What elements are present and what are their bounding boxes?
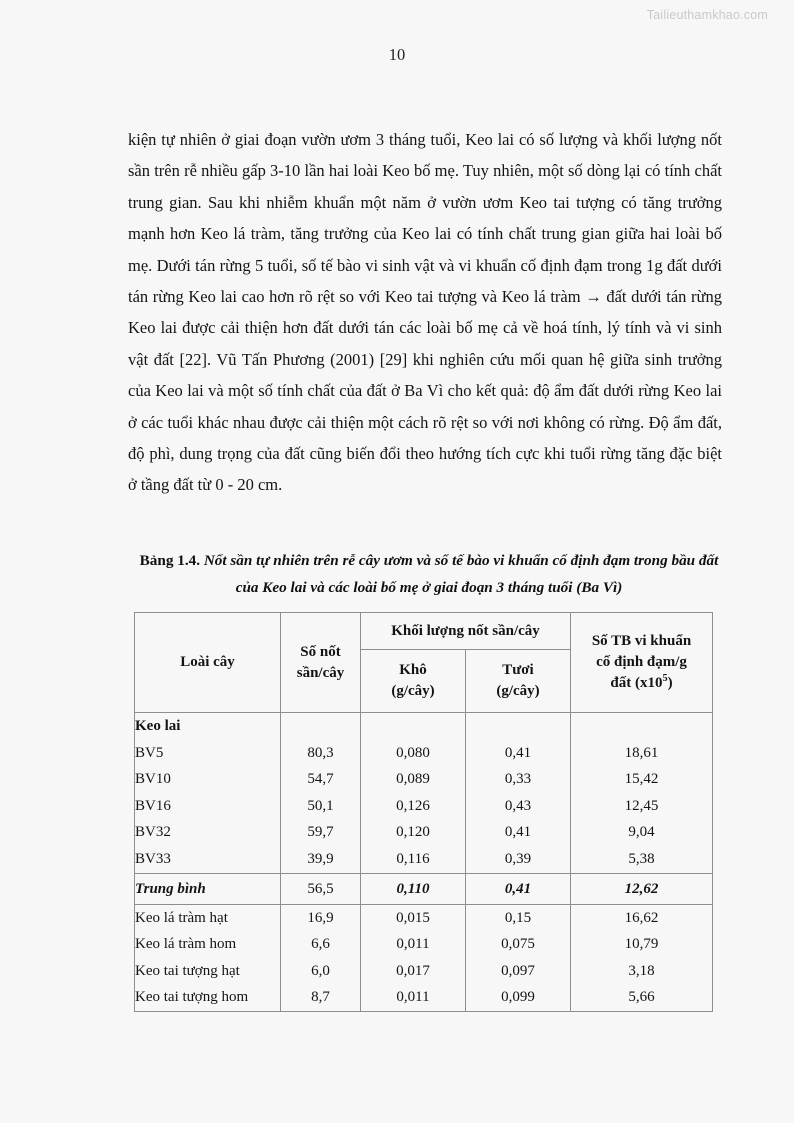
header-mass-dry-line2: (g/cây) <box>391 683 435 699</box>
header-mass-group: Khối lượng nốt sần/cây <box>361 613 571 650</box>
cell-average-dry: 0,110 <box>361 873 466 904</box>
cell-mass-dry: 0,015 <box>361 904 466 931</box>
cell-mass-dry: 0,116 <box>361 846 466 873</box>
cell-mass-fresh: 0,41 <box>466 819 571 846</box>
body-paragraph: kiện tự nhiên ở giai đoạn vườn ươm 3 tháng tuổi, Keo lai có số lượng và khối lượng nốt sần trên rễ nhiều gấp 3-10 lần hai loài Keo bố mẹ. Tuy nhiên, một số dòng lại có tính chất trung gian. Sau khi nhiễm khuẩn một năm ở vườn ươm Keo tai tượng có tăng trưởng mạnh hơn Keo lá tràm, tăng trưởng của Keo lai có tính chất trung gian giữa hai loài bố mẹ. Dưới tán rừng 5 tuổi, số tế bào vi sinh vật và vi khuẩn cố định đạm trong 1g đất dưới tán rừng Keo lai cao hơn rõ rệt so với Keo tai tượng và Keo lá tràm → đất dưới tán rừng Keo lai được cải thiện hơn đất dưới tán các loài bố mẹ cả về hoá tính, lý tính và vi sinh vật đất [22]. Vũ Tấn Phương (2001) [29] khi nghiên cứu mối quan hệ giữa sinh trưởng của Keo lai và một số tính chất của đất ở Ba Vì cho kết quả: độ ẩm đất dưới rừng Keo lai ở các tuổi khác nhau được cải thiện một cách rõ rệt so với nơi không có rừng. Độ ẩm đất, độ phì, dung trọng của đất cũng biến đổi theo hướng tích cực khi tuổi rừng tăng đặc biệt ở tầng đất từ 0 - 20 cm. <box>128 130 722 495</box>
cell-mass-fresh: 0,33 <box>466 766 571 793</box>
cell-mass-dry: 0,011 <box>361 931 466 958</box>
table-row <box>135 740 713 767</box>
cell-species: Keo tai tượng hom <box>135 984 281 1011</box>
cell-bacteria: 16,62 <box>571 904 713 931</box>
cell-bacteria: 12,45 <box>571 793 713 820</box>
cell-bacteria: 15,42 <box>571 766 713 793</box>
cell-species: BV16 <box>135 793 281 820</box>
table-head <box>135 613 713 713</box>
cell-mass-dry: 0,089 <box>361 766 466 793</box>
header-nodule-count-line2: sần/cây <box>296 664 345 681</box>
header-mass-dry-line1: Khô <box>399 662 427 678</box>
cell-mass-dry: 0,126 <box>361 793 466 820</box>
header-mass-dry <box>361 650 466 713</box>
table-caption-label: Bảng 1.4. <box>139 552 201 569</box>
nodule-data-table <box>134 612 713 1012</box>
header-nodule-count <box>281 613 361 713</box>
cell-species: Keo tai tượng hạt <box>135 958 281 985</box>
watermark: Tailieuthamkhao.com <box>646 8 768 22</box>
cell-species: BV10 <box>135 766 281 793</box>
page-number: 10 <box>388 45 406 64</box>
cell-average-fresh: 0,41 <box>466 873 571 904</box>
cell-nodule-count: 16,9 <box>281 904 361 931</box>
table-row-group-label <box>135 713 713 740</box>
cell-mass-fresh: 0,097 <box>466 958 571 985</box>
cell-species: BV33 <box>135 846 281 873</box>
cell-average-bacteria: 12,62 <box>571 873 713 904</box>
cell-nodule-count: 6,6 <box>281 931 361 958</box>
cell-nodule-count: 6,0 <box>281 958 361 985</box>
cell-average-label: Trung bình <box>135 873 281 904</box>
cell-species: BV32 <box>135 819 281 846</box>
header-bacteria-line2: cố định đạm/g <box>596 654 687 670</box>
cell-bacteria: 5,66 <box>571 984 713 1011</box>
header-nodule-count-line1: Số nốt <box>300 643 341 660</box>
table-row <box>135 766 713 793</box>
cell-mass-fresh: 0,39 <box>466 846 571 873</box>
table-caption-text: Nốt sần tự nhiên trên rễ cây ươm và số tế bào vi khuẩn cố định đạm trong bầu đất của Keo lai và các loài bố mẹ ở giai đoạn 3 tháng tuổi (Ba Vì) <box>200 552 719 596</box>
header-bacteria-line3 <box>573 673 710 694</box>
cell-nodule-count: 39,9 <box>281 846 361 873</box>
cell-nodule-count: 54,7 <box>281 766 361 793</box>
table-caption <box>136 547 722 601</box>
table-row <box>135 931 713 958</box>
cell-mass-fresh: 0,43 <box>466 793 571 820</box>
table-row <box>135 793 713 820</box>
cell-species: Keo lá tràm hạt <box>135 904 281 931</box>
header-mass-fresh-line2: (g/cây) <box>496 683 540 699</box>
header-species: Loài cây <box>135 613 281 713</box>
cell-mass-dry: 0,080 <box>361 740 466 767</box>
table-header-row-1 <box>135 613 713 650</box>
cell-mass-fresh: 0,15 <box>466 904 571 931</box>
cell-mass-fresh: 0,41 <box>466 740 571 767</box>
table-row <box>135 958 713 985</box>
table-row-average <box>135 873 713 904</box>
cell-empty-fresh <box>466 713 571 740</box>
header-mass-fresh <box>466 650 571 713</box>
cell-species: Keo lá tràm hom <box>135 931 281 958</box>
table-row <box>135 984 713 1011</box>
cell-nodule-count: 80,3 <box>281 740 361 767</box>
cell-nodule-count: 8,7 <box>281 984 361 1011</box>
cell-empty-bacteria <box>571 713 713 740</box>
cell-empty-count <box>281 713 361 740</box>
cell-bacteria: 9,04 <box>571 819 713 846</box>
cell-empty-dry <box>361 713 466 740</box>
cell-mass-fresh: 0,075 <box>466 931 571 958</box>
table-body <box>135 713 713 1012</box>
header-bacteria-exponent: 5 <box>662 673 668 684</box>
header-bacteria-line1: Số TB vi khuẩn <box>591 633 692 649</box>
table-row <box>135 904 713 931</box>
cell-average-count: 56,5 <box>281 873 361 904</box>
cell-species: BV5 <box>135 740 281 767</box>
table-container <box>134 612 712 1012</box>
cell-bacteria: 10,79 <box>571 931 713 958</box>
cell-bacteria: 18,61 <box>571 740 713 767</box>
header-bacteria-unit-pre: đất (x10 <box>610 675 663 691</box>
table-row <box>135 819 713 846</box>
header-bacteria <box>571 613 713 713</box>
cell-nodule-count: 59,7 <box>281 819 361 846</box>
header-mass-fresh-line1: Tươi <box>502 662 534 678</box>
cell-group-label: Keo lai <box>135 713 281 740</box>
cell-bacteria: 5,38 <box>571 846 713 873</box>
table-row <box>135 846 713 873</box>
cell-nodule-count: 50,1 <box>281 793 361 820</box>
header-bacteria-unit-post: ) <box>667 675 673 691</box>
cell-bacteria: 3,18 <box>571 958 713 985</box>
cell-mass-dry: 0,017 <box>361 958 466 985</box>
cell-mass-dry: 0,120 <box>361 819 466 846</box>
cell-mass-fresh: 0,099 <box>466 984 571 1011</box>
cell-mass-dry: 0,011 <box>361 984 466 1011</box>
